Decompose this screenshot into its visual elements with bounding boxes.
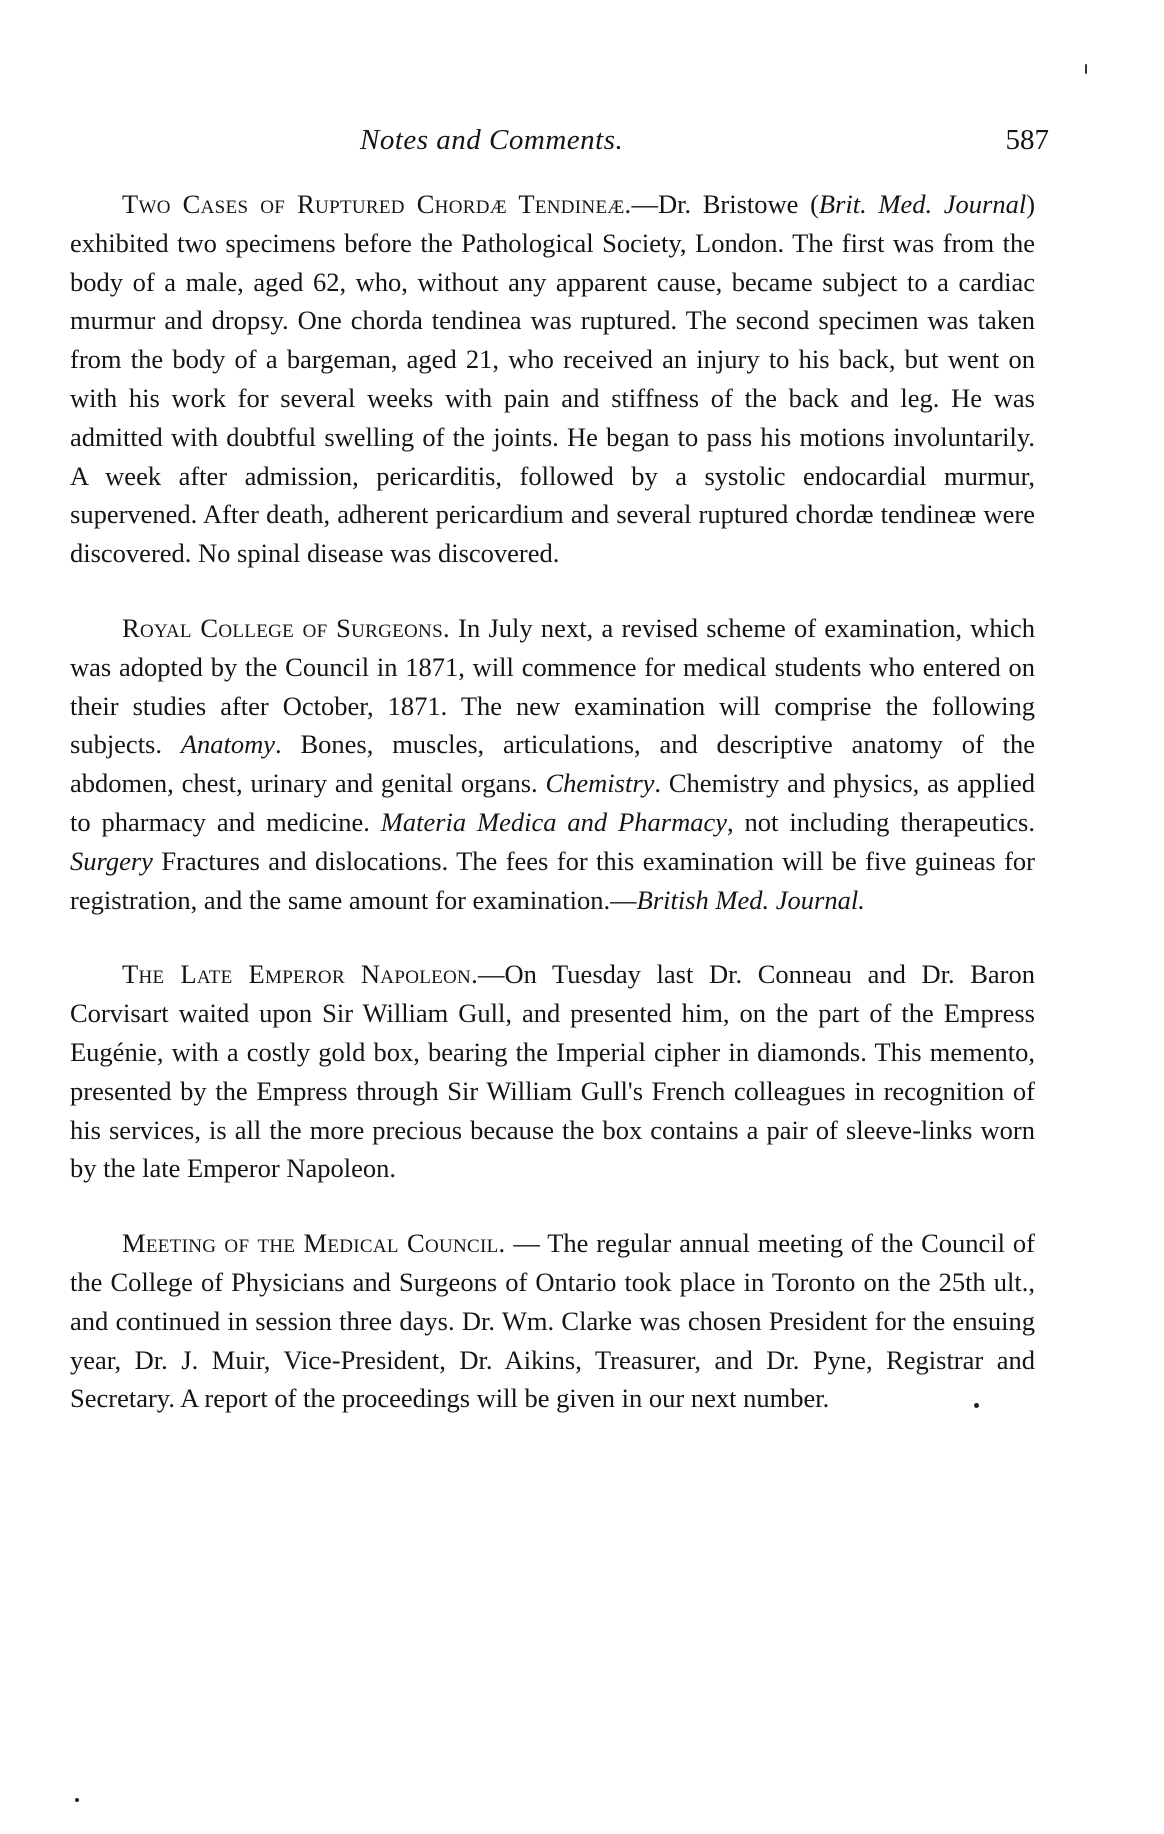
italic-text: Brit. Med. Journal — [818, 189, 1027, 219]
italic-text: Materia Medica and Pharmacy — [380, 806, 728, 837]
article-heading: Meeting of the Medical Council. — [122, 1228, 506, 1259]
text-run: ) exhibited two specimens before the Pathological Society, London. The first was from the body of a male, aged 62, who, without any apparent cause, became subject to a cardiac murmur and dropsy. One chorda tendinea was ruptured. The second specimen was taken from the body of a bargeman, aged 21, who received an injury to his back, but went on with his work for several weeks with pain and stiffness of the back and leg. He was admitted with doubtful swelling of the joints. He began to pass his motions involuntarily. A week after admission, pericarditis, followed by a systolic endocardial murmur, supervened. After death, adherent pericardium and several ruptured chordæ tendineæ were discovered. No spinal disease was discovered. — [70, 189, 1036, 569]
notes-body — [70, 185, 1035, 1454]
text-run: . Bones, muscles, articulations, and descriptive anatomy of the abdomen, chest, urinary and genital organs. — [70, 729, 1035, 799]
text-run: —On Tuesday last Dr. Conneau and Dr. Baron Corvisart waited upon Sir William Gull, and presented him, on the part of the Empress Eugénie, with a costly gold box, bearing the Imperial cipher in diamonds. This memento, presented by the Empress through Sir William Gull's French colleagues in recognition of his services, is all the more precious because the box contains a pair of sleeve-links worn by the late Emperor Napoleon. — [70, 959, 1035, 1184]
article-medical-council — [70, 1224, 1035, 1418]
article-heading: The Late Emperor Napoleon. — [122, 959, 478, 990]
article-heading: Two Cases of Ruptured Chordæ Tendineæ. — [122, 189, 632, 219]
text-run: —Dr. Bristowe ( — [631, 189, 819, 219]
article-text — [70, 613, 1035, 915]
book-page — [70, 0, 1094, 1834]
running-head: Notes and Comments. — [360, 124, 624, 156]
text-run: . Chemistry and physics, as applied to pharmacy and medicine. — [70, 768, 1036, 837]
article-text — [70, 189, 1035, 568]
page-header — [70, 124, 1094, 164]
print-speck — [974, 1403, 979, 1408]
text-run: Fractures and dislocations. The fees for this examination will be five guineas for registration, and the same amount for examination.— — [70, 845, 1035, 915]
article-ruptured-chordae — [70, 185, 1035, 573]
article-emperor-napoleon — [70, 955, 1035, 1188]
article-text — [70, 959, 1035, 1183]
text-run: — The regular annual meeting of the Council of the College of Physicians and Surgeons of Ontario took place in Toronto on the 25th ult., and continued in session three days. Dr. Wm. Clarke was chosen President for the ensuing year, Dr. J. Muir, Vice-President, Dr. Aikins, Treasurer, and Dr. Pyne, Registrar and Secretary. A report of the proceedings will be given in our next number. — [70, 1228, 1035, 1414]
italic-text: British Med. Journal. — [636, 884, 865, 915]
article-heading: Royal College of Surgeons. — [122, 612, 450, 643]
text-run: , not including therapeutics. — [727, 806, 1035, 837]
italic-text: Surgery — [70, 845, 153, 876]
italic-text: Chemistry — [545, 768, 655, 799]
italic-text: Anatomy — [180, 729, 276, 760]
article-royal-college — [70, 609, 1035, 919]
print-speck — [75, 1798, 79, 1802]
text-run: In July next, a revised scheme of examination, which was adopted by the Council in 1871, will commence for medical students who entered on their studies after October, 1871. The new examination will comprise the following subjects. — [70, 612, 1035, 760]
page-number: 587 — [1005, 124, 1049, 156]
